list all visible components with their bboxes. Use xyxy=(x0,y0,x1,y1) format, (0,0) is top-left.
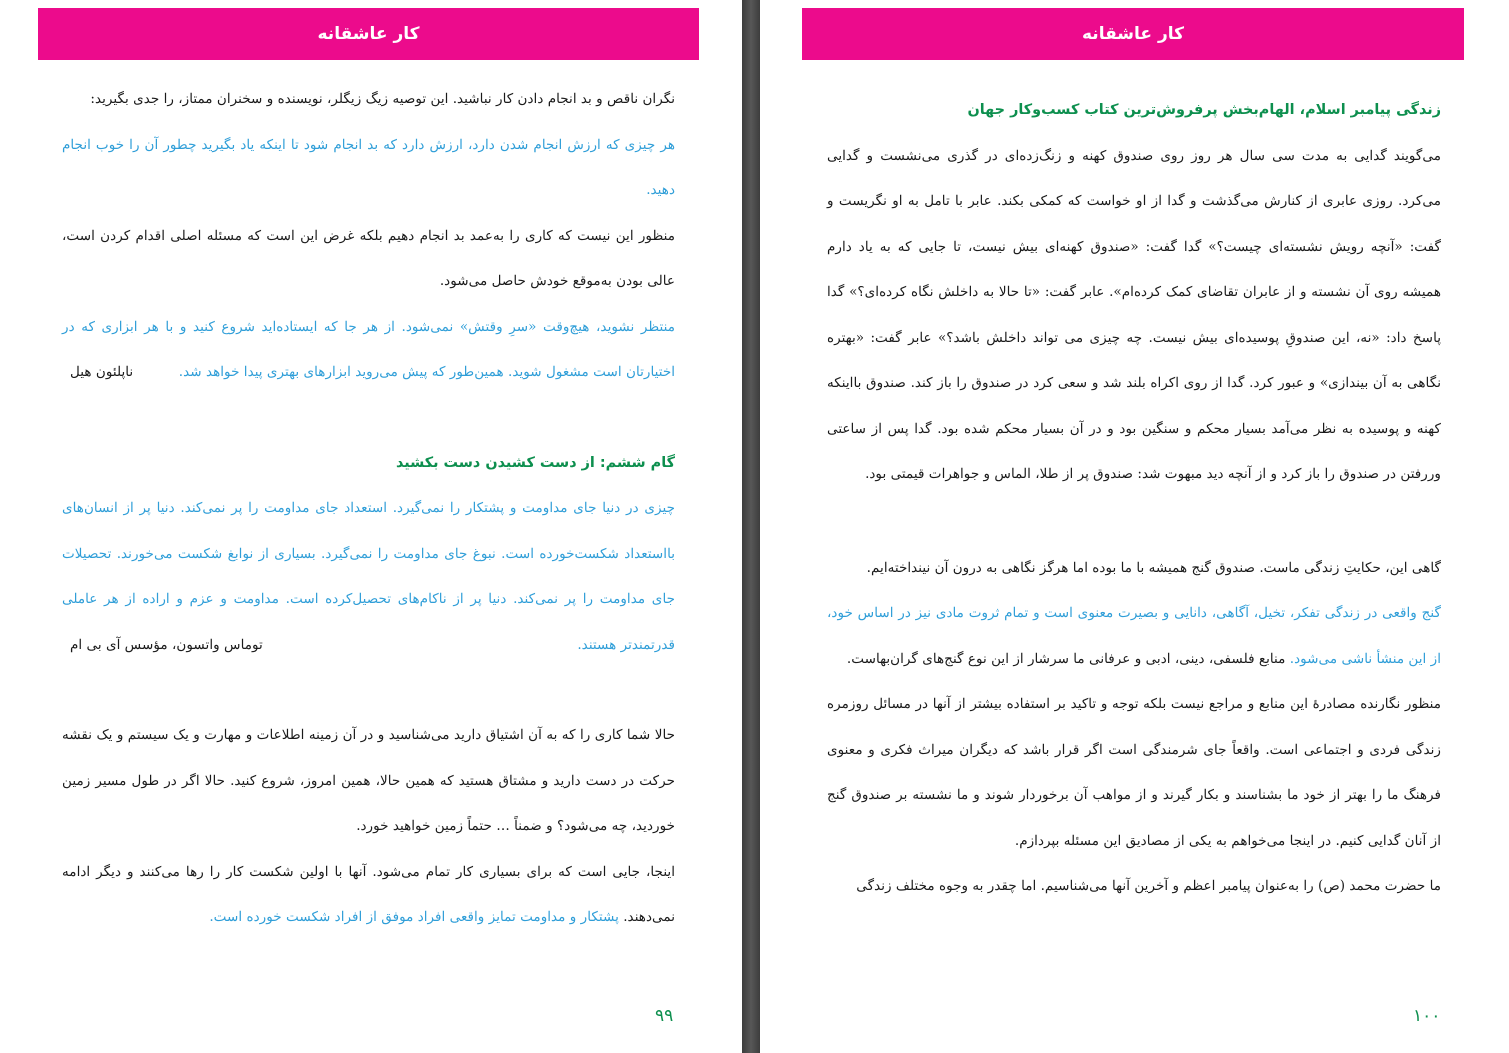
page-body xyxy=(62,77,675,941)
section-heading: زندگی پیامبر اسلام، الهام‌بخش پرفروش‌ترین کتاب کسب‌وکار جهان xyxy=(967,102,1441,118)
highlight-text: گنج واقعی در زندگی تفکر، تخیل، آگاهی، دانایی و بصیرت معنوی است و تمام ثروت مادی نیز در اساس خود، از این منشأ ناشی می‌شود. xyxy=(827,605,1441,667)
paragraph: نگران ناقص و بد انجام دادن کار نباشید. این توصیه زیگ زیگلر، نویسنده و سخنران ممتاز، را جدی بگیرید: xyxy=(90,91,675,107)
paragraph-text: اینجا، جایی است که برای بسیاری کار تمام می‌شود. آنها با اولین شکست کار را رها می‌کنند و دیگر ادامه نمی‌دهند. xyxy=(62,863,675,925)
paragraph: منظور نگارنده مصادرهٔ این منابع و مراجع نیست بلکه توجه و تاکید بر استفاده بیشتر از آنها در مسائل روزمره زندگی فردی و اجتماعی است. واقعاً جای شرمندگی است اگر قرار باشد که دیگران میراث فکری و معنوی فرهنگ ما را بهتر از خود ما بشناسند و بکار گیرند و از مواهب آن برخوردار شوند و ما نشسته بر صندوق گنج از آنان گدایی کنیم. در اینجا می‌خواهم به یکی از مصادیق این مسئله بپردازم. xyxy=(827,696,1441,849)
paragraph: می‌گویند گدایی به مدت سی سال هر روز روی صندوق کهنه و زنگ‌زده‌ای در گذری می‌نشست و گدایی می‌کرد. روزی عابری از کنارش می‌گذشت و گدا از او خواست که کمکی بکند. عابر با تامل به او نگریست و گفت: «آنچه رویش نشسته‌ای چیست؟» گدا گفت: «صندوق کهنه‌ای بیش نیست، تا جایی که به یاد دارم همیشه روی آن نشسته و از عابران تقاضای کمک کرده‌ام». عابر گفت: «تا حالا به داخلش نگاه کرده‌ای؟» گدا پاسخ داد: «نه، این صندوقِ پوسیده‌ای بیش نیست. چه چیزی می تواند داخلش باشد؟» عابر گفت: «بهتره نگاهی به آن بیندازی» و عبور کرد. گدا از روی اکراه بلند شد و سعی کرد در صندوق را باز کند. صندوق بااینکه کهنه و پوسیده به نظر می‌آمد بسیار محکم و سنگین بود و در آن بسیار محکم شده بود. گدا پس از ساعتی وررفتن در صندوق را باز کرد و از آنچه دید مبهوت شد: صندوق پر از طلا، الماس و جواهرات قیمتی بود. xyxy=(827,147,1441,482)
spacer xyxy=(62,396,675,441)
spacer xyxy=(827,498,1441,546)
spacer xyxy=(62,668,675,713)
quote-text: چیزی در دنیا جای مداومت و پشتکار را نمی‌گیرد. استعداد جای مداومت را پر نمی‌کند. دنیا پر از انسان‌های بااستعداد شکست‌خورده است. نبوغ جای مداومت را نمی‌گیرد. بسیاری از نوابغ شکست می‌خورند. تحصیلات جای مداومت را پر نمی‌کند. دنیا پر از ناکام‌های تحصیل‌کرده است. مداومت و عزم و اراده از هر عاملی قدرتمندتر هستند. xyxy=(62,500,675,653)
quote-text: منتظر نشوید، هیچ‌وقت «سرِ وقتش» نمی‌شود. از هر جا که ایستاده‌اید شروع کنید و با هر ابزاری که در اختیارتان است مشغول شوید. همین‌طور که پیش می‌روید ابزارهای بهتری پیدا خواهد شد. xyxy=(62,318,675,380)
quote xyxy=(62,305,675,396)
header-title: کار عاشقانه xyxy=(1082,24,1184,44)
paragraph: ما حضرت محمد (ص) را به‌عنوان پیامبر اعظم و آخرین آنها می‌شناسیم. اما چقدر به وجوه مختلف زندگی xyxy=(856,878,1441,894)
paragraph-text: منابع فلسفی، دینی، ادبی و عرفانی ما سرشار از این نوع گنج‌های گران‌بهاست. xyxy=(846,650,1286,667)
paragraph: منظور این نیست که کاری را به‌عمد بد انجام دهیم بلکه غرض این است که مسئله اصلی اقدام کردن است، عالی بودن به‌موقع خودش حاصل می‌شود. xyxy=(62,227,675,289)
page-header xyxy=(38,8,699,60)
quote-author: توماس واتسون، مؤسس آی بی ام xyxy=(70,636,263,653)
paragraph: گاهی این، حکایتِ زندگی ماست. صندوق گنج همیشه با ما بوده اما هرگز نگاهی به درون آن نینداخته‌ایم. xyxy=(866,559,1441,576)
paragraph xyxy=(62,850,675,941)
page-header xyxy=(802,8,1464,60)
paragraph: حالا شما کاری را که به آن اشتیاق دارید می‌شناسید و در آن زمینه اطلاعات و مهارت و یک سیستم و یک نقشه حرکت در دست دارید و مشتاق هستید که همین حالا، همین امروز، شروع کنید. حالا اگر در طول مسیر زمین خوردید، چه می‌شود؟ و ضمناً … حتماً زمین خواهید خورد. xyxy=(62,727,675,834)
quote-author: ناپلئون هیل xyxy=(70,364,134,380)
page-body xyxy=(827,88,1441,910)
page-number: ۱۰۰ xyxy=(1413,1006,1441,1026)
left-page xyxy=(0,0,742,1053)
quote xyxy=(62,486,675,668)
quote: هر چیزی که ارزش انجام شدن دارد، ارزش دارد که بد انجام شود تا اینکه یاد بگیرید چطور آن را خوب انجام دهید. xyxy=(62,136,675,198)
right-page xyxy=(760,0,1509,1053)
highlight-text: پشتکار و مداومت تمایز واقعی افراد موفق از افراد شکست خورده است. xyxy=(209,909,619,925)
page-number: ۹۹ xyxy=(655,1006,674,1026)
header-title: کار عاشقانه xyxy=(317,24,420,44)
paragraph xyxy=(827,591,1441,682)
book-gutter xyxy=(742,0,760,1053)
section-heading: گام ششم: از دست کشیدن دست بکشید xyxy=(395,454,675,471)
